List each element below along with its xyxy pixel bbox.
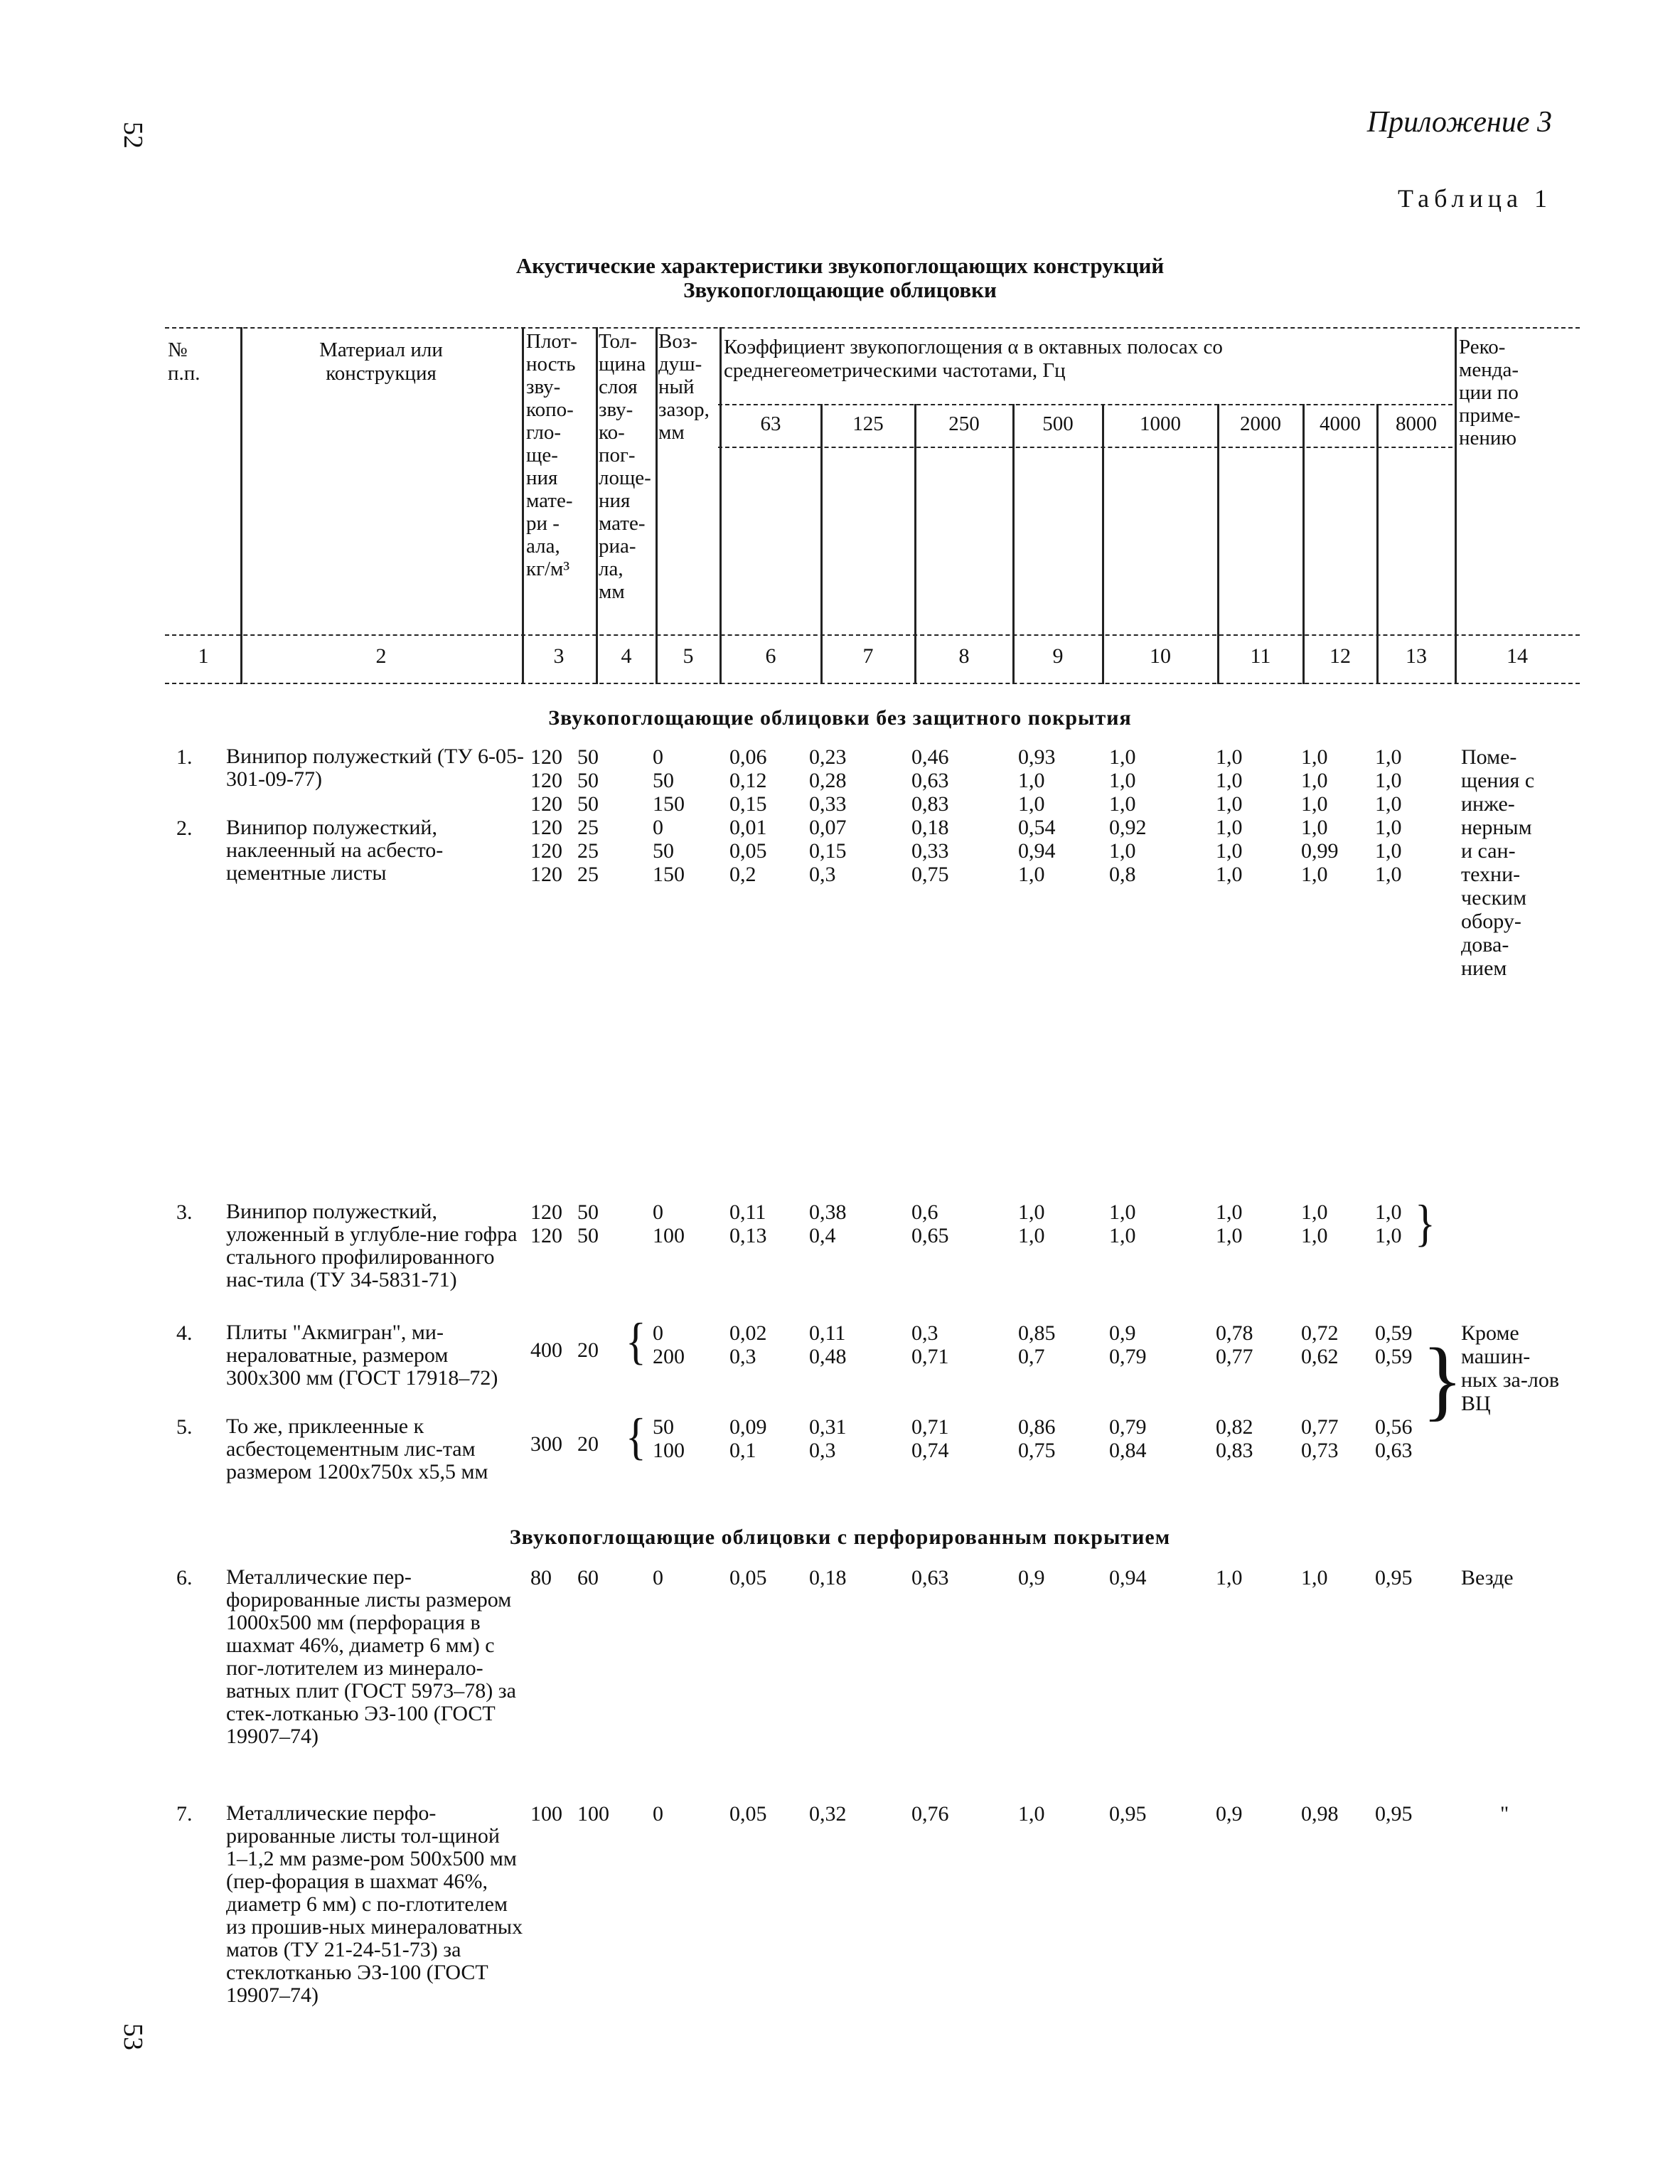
value-cell: 1,0 [1216,769,1243,792]
value-cell: 0,38 [809,1200,847,1224]
col-divider [1012,404,1015,684]
value-cell: 50 [577,1200,599,1224]
value-cell: 0,3 [729,1345,756,1368]
value-cell: 0,4 [809,1224,836,1247]
value-cell: 0 [653,816,663,839]
header-rule-bottom [165,683,1580,684]
col-divider [596,327,598,684]
value-cell: 0 [653,1321,663,1345]
table-label: Таблица 1 [1398,184,1552,213]
value-cell: 0,86 [1018,1415,1056,1439]
row-thickness: 20 [577,1338,599,1362]
value-cell: 0,11 [729,1200,766,1224]
row-recommendation: Поме-щения с инже-нерным и сан-техни-ческим обору-дова-нием [1461,745,1535,980]
header-rule-mid [165,634,1580,636]
value-cell: 0,11 [809,1321,846,1345]
value-cell: 120 [530,1224,562,1247]
value-cell: 50 [653,769,674,792]
header-gap: Воз- душ- ный зазор, мм [658,330,710,444]
value-cell: 0,09 [729,1415,767,1439]
value-cell: 0,71 [911,1345,949,1368]
value-cell: 1,0 [1301,769,1328,792]
value-cell: 0,18 [911,816,949,839]
value-cell: 0,56 [1375,1415,1413,1439]
brace-left: { [626,1408,646,1465]
value-cell: 0,95 [1375,1566,1413,1589]
value-cell: 100 [530,1802,562,1826]
value-cell: 0,01 [729,816,767,839]
value-cell: 1,0 [1216,792,1243,816]
value-cell: 1,0 [1375,1200,1402,1224]
col-divider [522,327,524,684]
value-cell: 1,0 [1216,1566,1243,1589]
value-cell: 120 [530,1200,562,1224]
row-material: Винипор полужесткий, наклеенный на асбесто-цементные листы [226,816,444,885]
page-number-bottom: 53 [118,2023,148,2050]
value-cell: 1,0 [1018,769,1045,792]
header-recommendation: Реко- менда- ции по приме- нению [1459,336,1521,449]
value-cell: 0,75 [1018,1439,1056,1462]
value-cell: 0,59 [1375,1345,1413,1368]
value-cell: 1,0 [1109,745,1136,769]
freq-rule-top [718,404,1452,405]
value-cell: 120 [530,816,562,839]
freq-1000: 1000 [1140,412,1181,435]
brace-right: } [1415,1195,1435,1252]
value-cell: 60 [577,1566,599,1589]
col-divider [656,327,658,684]
col-number: 11 [1250,644,1271,668]
value-cell: 0,62 [1301,1345,1339,1368]
value-cell: 0,85 [1018,1321,1056,1345]
col-number: 3 [553,644,565,668]
value-cell: 0,12 [729,769,767,792]
value-cell: 0,23 [809,745,847,769]
header-density: Плот- ность зву- копо- гло- ще- ния мате- ри - ала, кг/м³ [526,330,577,580]
freq-2000: 2000 [1240,412,1281,435]
value-cell: 50 [577,745,599,769]
value-cell: 1,0 [1216,1200,1243,1224]
col-number: 14 [1507,644,1528,668]
value-cell: 0,3 [809,1439,836,1462]
row-number: 6. [176,1566,193,1589]
value-cell: 0,77 [1301,1415,1339,1439]
header-material: Материал или конструкция [319,339,443,385]
value-cell: 0,05 [729,1802,767,1826]
value-cell: 0,33 [911,839,949,863]
col-number: 1 [198,644,209,668]
row-number: 3. [176,1200,193,1224]
value-cell: 1,0 [1301,863,1328,886]
value-cell: 1,0 [1301,1224,1328,1247]
row-recommendation: Кроме машин-ных за-лов ВЦ [1461,1321,1560,1415]
value-cell: 0,73 [1301,1439,1339,1462]
value-cell: 0,46 [911,745,949,769]
value-cell: 0,83 [911,792,949,816]
value-cell: 0,06 [729,745,767,769]
value-cell: 1,0 [1109,839,1136,863]
value-cell: 1,0 [1018,1224,1045,1247]
value-cell: 0,93 [1018,745,1056,769]
value-cell: 25 [577,863,599,886]
value-cell: 1,0 [1301,1566,1328,1589]
brace-right-large: } [1422,1329,1463,1429]
freq-4000: 4000 [1320,412,1361,435]
value-cell: 0,32 [809,1802,847,1826]
row-material: Плиты "Акмигран", ми-нераловатные, размером 300х300 мм (ГОСТ 17918–72) [226,1321,498,1390]
value-cell: 120 [530,769,562,792]
value-cell: 0,71 [911,1415,949,1439]
col-divider [1217,404,1219,684]
row-thickness: 20 [577,1432,599,1456]
value-cell: 0,9 [1018,1566,1045,1589]
value-cell: 0,02 [729,1321,767,1345]
value-cell: 1,0 [1375,839,1402,863]
col-divider [914,404,916,684]
col-divider [1302,404,1305,684]
value-cell: 0,94 [1018,839,1056,863]
col-number: 9 [1052,644,1064,668]
value-cell: 0,18 [809,1566,847,1589]
value-cell: 1,0 [1375,792,1402,816]
value-cell: 50 [577,792,599,816]
value-cell: 0,76 [911,1802,949,1826]
col-divider [1376,404,1379,684]
col-number: 7 [862,644,874,668]
value-cell: 1,0 [1109,1224,1136,1247]
value-cell: 1,0 [1375,863,1402,886]
value-cell: 0,15 [729,792,767,816]
value-cell: 0,98 [1301,1802,1339,1826]
value-cell: 0,99 [1301,839,1339,863]
col-number: 13 [1406,644,1427,668]
value-cell: 1,0 [1216,745,1243,769]
value-cell: 0,28 [809,769,847,792]
value-cell: 0,74 [911,1439,949,1462]
header-coefficient: Коэффициент звукопоглощения α в октавных полосах со среднегеометрическими частотами, Гц [724,336,1223,382]
value-cell: 120 [530,792,562,816]
col-divider [719,327,722,684]
value-cell: 120 [530,745,562,769]
value-cell: 120 [530,863,562,886]
value-cell: 0,59 [1375,1321,1413,1345]
value-cell: 1,0 [1301,1200,1328,1224]
section-heading: Звукопоглощающие облицовки с перфорированным покрытием [509,1525,1171,1549]
value-cell: 120 [530,839,562,863]
value-cell: 0,79 [1109,1345,1147,1368]
value-cell: 100 [653,1439,685,1462]
col-divider [1102,404,1104,684]
row-density: 400 [530,1338,562,1362]
value-cell: 0,95 [1109,1802,1147,1826]
col-number: 12 [1329,644,1351,668]
value-cell: 0,9 [1109,1321,1136,1345]
page-number-top: 52 [118,122,148,149]
value-cell: 50 [577,1224,599,1247]
value-cell: 1,0 [1109,1200,1136,1224]
freq-250: 250 [948,412,980,435]
value-cell: 0,3 [911,1321,938,1345]
value-cell: 0,3 [809,863,836,886]
col-number: 6 [765,644,776,668]
value-cell: 1,0 [1301,816,1328,839]
row-density: 300 [530,1432,562,1456]
value-cell: 0,54 [1018,816,1056,839]
appendix-label: Приложение 3 [1366,106,1552,139]
value-cell: 0,48 [809,1345,847,1368]
freq-500: 500 [1042,412,1074,435]
row-material: Металлические перфо-рированные листы тол-щиной 1–1,2 мм разме-ром 500х500 мм (пер-форация в шахмат 46%, диаметр 6 мм) с по-глотителем из прошив-ных минераловатных матов (ТУ 21-24-51-73) за стеклотканью ЭЗ-100 (ГОСТ 19907–74) [226,1801,523,2007]
value-cell: 0 [653,1566,663,1589]
value-cell: 50 [653,1415,674,1439]
value-cell: 1,0 [1216,863,1243,886]
value-cell: 1,0 [1216,839,1243,863]
value-cell: 0,94 [1109,1566,1147,1589]
freq-125: 125 [852,412,884,435]
value-cell: 100 [653,1224,685,1247]
header-thickness: Тол- щина слоя зву- ко- пог- лоще- ния мате- риа- ла, мм [599,330,651,603]
header-no: № п.п. [168,339,200,385]
value-cell: 0,6 [911,1200,938,1224]
value-cell: 0,79 [1109,1415,1147,1439]
value-cell: 0,84 [1109,1439,1147,1462]
row-number: 5. [176,1415,193,1439]
brace-left: { [626,1313,646,1370]
value-cell: 150 [653,792,685,816]
value-cell: 0 [653,1802,663,1826]
col-number: 2 [375,644,387,668]
value-cell: 50 [653,839,674,863]
value-cell: 1,0 [1109,769,1136,792]
value-cell: 1,0 [1109,792,1136,816]
value-cell: 0,78 [1216,1321,1253,1345]
value-cell: 1,0 [1018,792,1045,816]
value-cell: 0,8 [1109,863,1136,886]
section-heading: Звукопоглощающие облицовки без защитного покрытия [548,706,1132,730]
value-cell: 0,75 [911,863,949,886]
row-material: То же, приклеенные к асбестоцементным лис-там размером 1200х750х х5,5 мм [226,1415,488,1483]
row-material: Металлические пер-форированные листы размером 1000х500 мм (перфорация в шахмат 46%, диаметр 6 мм) с пог-лотителем из минерало-ватных плит (ГОСТ 5973–78) за стек-лотканью ЭЗ-100 (ГОСТ 19907–74) [226,1565,516,1748]
freq-8000: 8000 [1396,412,1437,435]
value-cell: 0,83 [1216,1439,1253,1462]
value-cell: 1,0 [1018,863,1045,886]
value-cell: 0,92 [1109,816,1147,839]
value-cell: 1,0 [1301,745,1328,769]
value-cell: 1,0 [1216,1224,1243,1247]
row-recommendation: Везде [1461,1566,1514,1589]
freq-63: 63 [760,412,781,435]
value-cell: 1,0 [1216,816,1243,839]
value-cell: 0,15 [809,839,847,863]
value-cell: 0 [653,745,663,769]
freq-rule-bottom [718,447,1452,448]
col-number: 8 [958,644,970,668]
value-cell: 0,65 [911,1224,949,1247]
value-cell: 0,2 [729,863,756,886]
value-cell: 0,95 [1375,1802,1413,1826]
value-cell: 0,1 [729,1439,756,1462]
value-cell: 0,63 [1375,1439,1413,1462]
value-cell: 0,72 [1301,1321,1339,1345]
col-divider [820,404,823,684]
col-number: 5 [683,644,694,668]
row-recommendation: " [1500,1802,1509,1826]
row-material: Винипор полужесткий, уложенный в углубле-ние гофра стального профилированного нас-тила (ТУ 34-5831-71) [226,1200,518,1291]
value-cell: 25 [577,816,599,839]
col-number: 10 [1150,644,1171,668]
value-cell: 1,0 [1301,792,1328,816]
value-cell: 1,0 [1375,769,1402,792]
value-cell: 0,82 [1216,1415,1253,1439]
col-divider [1455,327,1457,684]
value-cell: 0,05 [729,1566,767,1589]
header-rule-top [165,327,1580,329]
row-number: 4. [176,1321,193,1345]
value-cell: 0,07 [809,816,847,839]
value-cell: 0,13 [729,1224,767,1247]
value-cell: 0,63 [911,769,949,792]
value-cell: 0 [653,1200,663,1224]
row-material: Винипор полужесткий (ТУ 6-05-301-09-77) [226,745,525,791]
value-cell: 150 [653,863,685,886]
value-cell: 0,31 [809,1415,847,1439]
row-number: 2. [176,816,193,840]
value-cell: 1,0 [1375,745,1402,769]
value-cell: 25 [577,839,599,863]
value-cell: 80 [530,1566,552,1589]
value-cell: 1,0 [1018,1802,1045,1826]
value-cell: 1,0 [1018,1200,1045,1224]
value-cell: 0,77 [1216,1345,1253,1368]
value-cell: 1,0 [1375,1224,1402,1247]
col-number: 4 [621,644,632,668]
value-cell: 1,0 [1375,816,1402,839]
value-cell: 0,05 [729,839,767,863]
value-cell: 0,7 [1018,1345,1045,1368]
value-cell: 0,9 [1216,1802,1243,1826]
row-number: 7. [176,1802,193,1826]
table-subtitle: Звукопоглощающие облицовки [683,277,997,302]
row-number: 1. [176,745,193,769]
table-title: Акустические характеристики звукопоглощающих конструкций [515,253,1165,278]
value-cell: 0,33 [809,792,847,816]
value-cell: 50 [577,769,599,792]
value-cell: 200 [653,1345,685,1368]
value-cell: 100 [577,1802,609,1826]
value-cell: 0,63 [911,1566,949,1589]
